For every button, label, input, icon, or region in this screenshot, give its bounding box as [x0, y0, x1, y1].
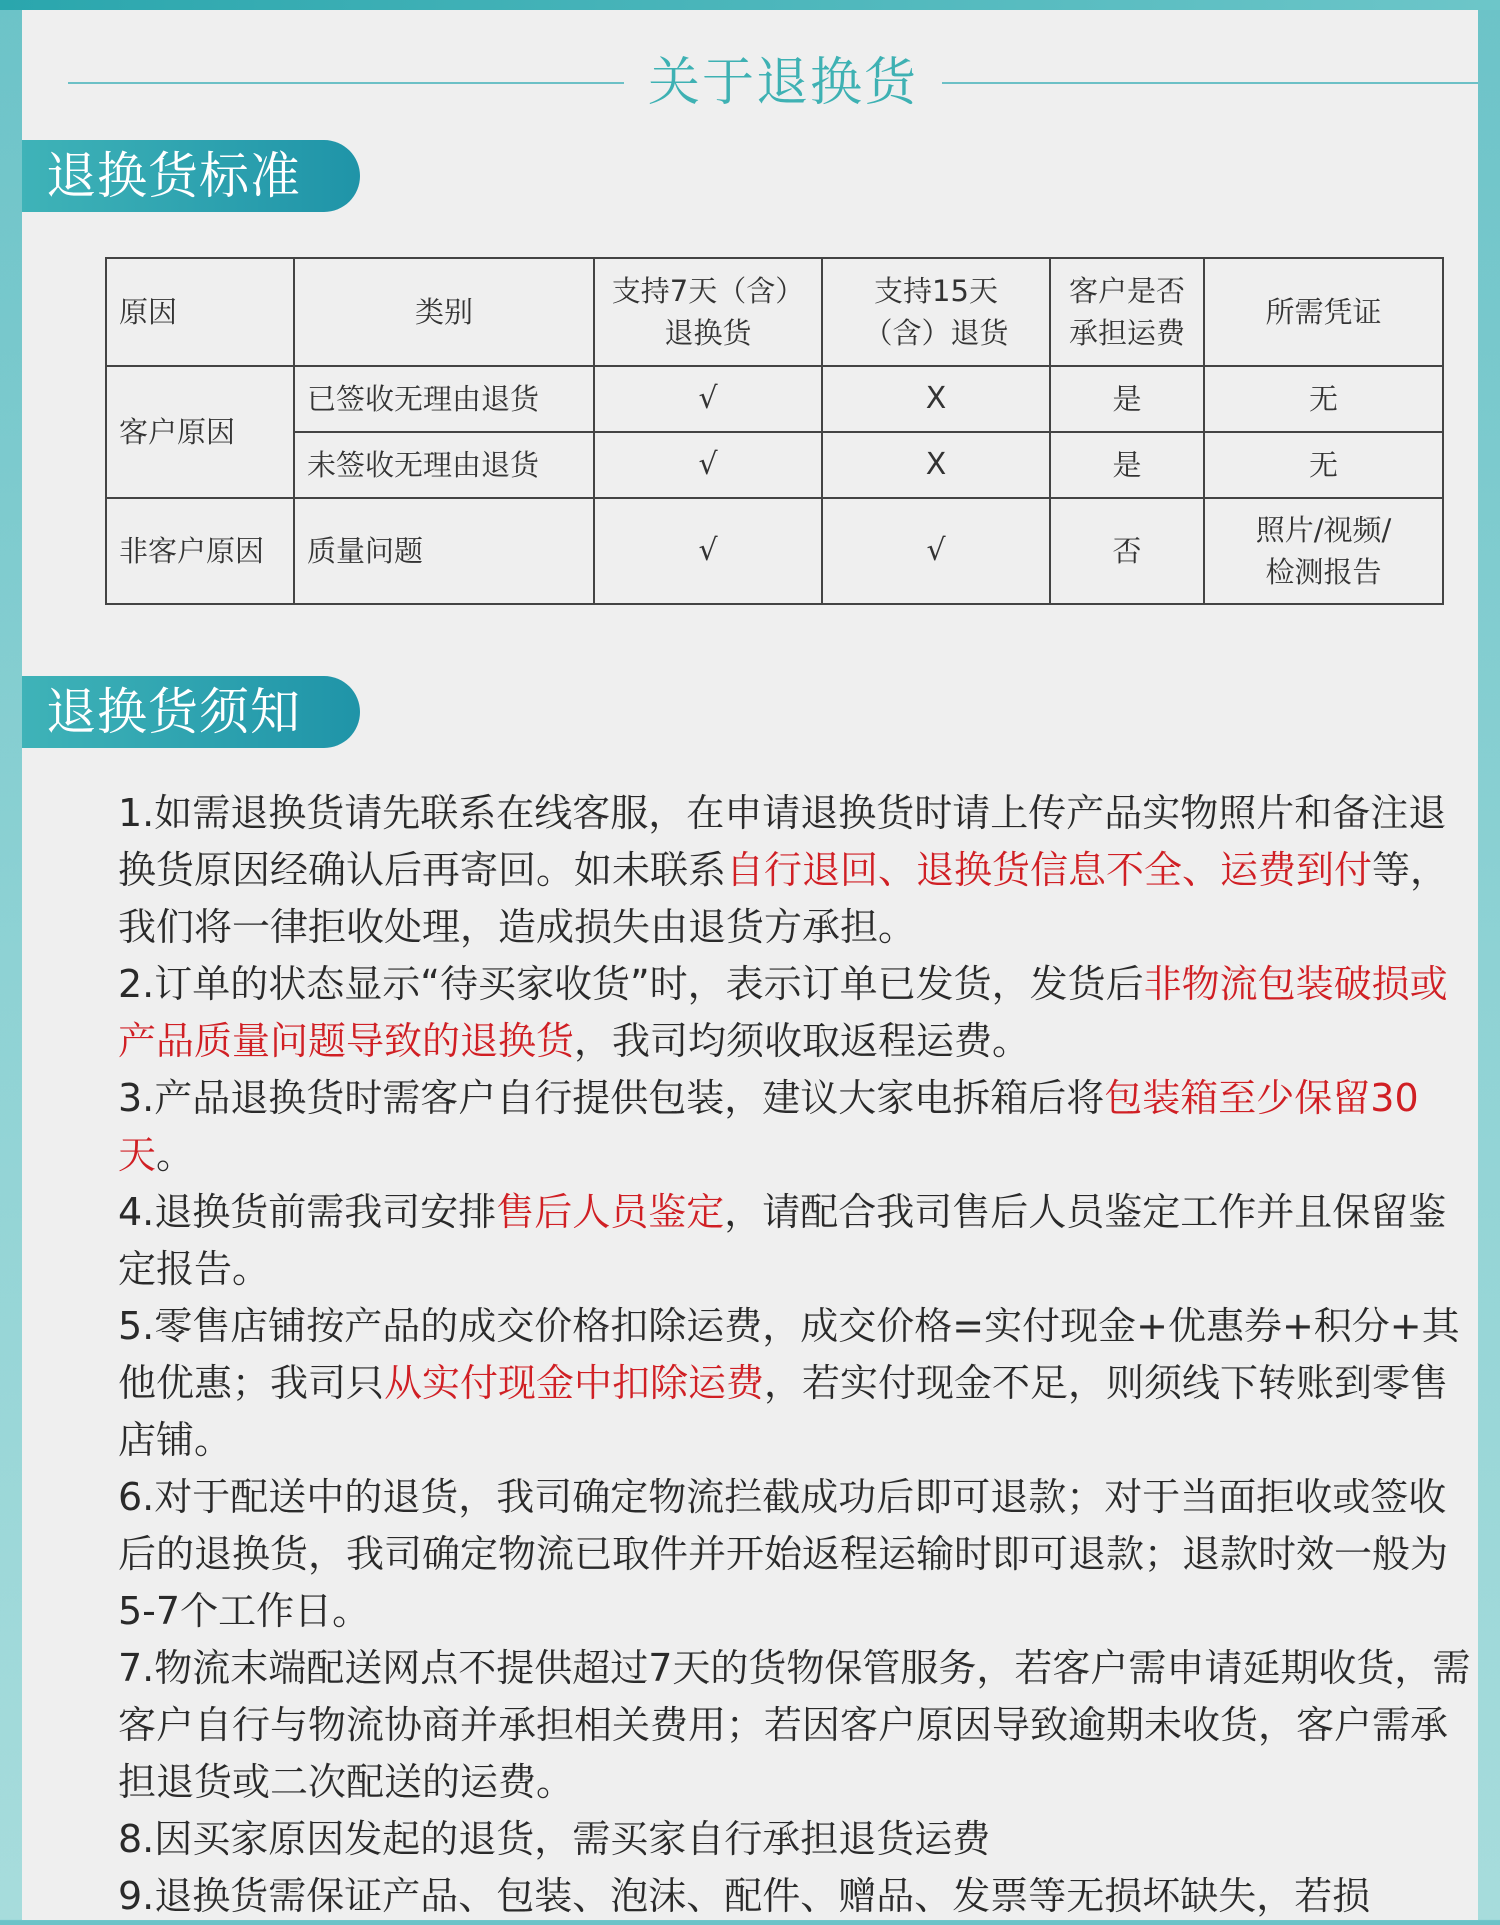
group-customer-reason: 客户原因 — [106, 366, 294, 498]
header-proof: 所需凭证 — [1204, 258, 1443, 366]
row-7day-check: √ — [594, 498, 822, 604]
row-proof-line2: 检测报告 — [1265, 555, 1382, 589]
notice-item-3 — [118, 1070, 1484, 1184]
title-divider-left — [68, 82, 624, 84]
notice-text: 1.如需退换货请先联系在线客服，在申请退换货时请上传产品实物照片和备注退换货原因经确认后再寄回。如未联系 — [118, 791, 1447, 892]
section-heading-standards: 退换货标准 — [22, 140, 360, 212]
row-7day-check: √ — [594, 366, 822, 432]
row-freight: 否 — [1050, 498, 1204, 604]
notice-list — [118, 785, 1484, 1925]
title-divider-right — [942, 82, 1478, 84]
row-15day-check: √ — [822, 498, 1050, 604]
row-15day-cross: X — [822, 366, 1050, 432]
notice-text: 。 — [156, 1133, 195, 1177]
row-category: 质量问题 — [294, 498, 594, 604]
notice-highlight: 自行退回、退换货信息不全、运费到付 — [726, 848, 1373, 892]
notice-item-2 — [118, 956, 1484, 1070]
header-freight-line2: 承担运费 — [1068, 316, 1185, 350]
page-title: 关于退换货 — [647, 53, 918, 113]
header-7day — [594, 258, 822, 366]
row-proof-line1: 照片/视频/ — [1255, 513, 1392, 547]
notice-item-9: 9.退换货需保证产品、包装、泡沫、配件、赠品、发票等无损坏缺失，若损 — [118, 1874, 1371, 1918]
notice-text: ，若实付现金不足，则须线下转账到零售店铺。 — [118, 1361, 1449, 1462]
row-7day-check: √ — [594, 432, 822, 498]
table-header-row — [106, 258, 1443, 366]
row-freight: 是 — [1050, 432, 1204, 498]
return-standards-table — [105, 257, 1444, 605]
table-row — [106, 432, 1443, 498]
notice-highlight: 售后人员鉴定 — [496, 1190, 725, 1234]
notice-item-7: 7.物流末端配送网点不提供超过7天的货物保管服务，若客户需申请延期收货，需客户自行与物流协商并承担相关费用；若因客户原因导致逾期未收货，客户需承担退货或二次配送的运费。 — [118, 1646, 1471, 1804]
notice-item-4 — [118, 1184, 1484, 1298]
notice-highlight: 从实付现金中扣除运费 — [384, 1361, 765, 1405]
notice-item-1 — [118, 785, 1484, 956]
notice-highlight: 非物流包装破损或产品质量问题导致的退换货 — [118, 962, 1448, 1063]
notice-highlight: 包装箱至少保留30天 — [118, 1076, 1419, 1177]
header-15day-line1: 支持15天 — [874, 274, 998, 308]
header-15day-line2: （含）退货 — [863, 316, 1009, 350]
notice-text: 4.退换货前需我司安排 — [118, 1190, 497, 1234]
header-reason: 原因 — [106, 258, 294, 366]
notice-item-8: 8.因买家原因发起的退货，需买家自行承担退货运费 — [118, 1817, 991, 1861]
header-7day-line2: 退换货 — [664, 316, 752, 350]
header-15day — [822, 258, 1050, 366]
header-freight — [1050, 258, 1204, 366]
notice-text: 等，我们将一律拒收处理，造成损失由退货方承担。 — [118, 848, 1449, 949]
notice-text: 2.订单的状态显示“待买家收货”时，表示订单已发货，发货后 — [118, 962, 1144, 1006]
row-proof: 无 — [1204, 432, 1443, 498]
row-freight: 是 — [1050, 366, 1204, 432]
row-proof: 无 — [1204, 366, 1443, 432]
title-bar — [22, 48, 1478, 118]
header-freight-line1: 客户是否 — [1068, 274, 1185, 308]
table-row — [106, 498, 1443, 604]
notice-item-6: 6.对于配送中的退货，我司确定物流拦截成功后即可退款；对于当面拒收或签收后的退换货，我司确定物流已取件并开始返程运输时即可退款；退款时效一般为5-7个工作日。 — [118, 1475, 1449, 1633]
row-proof — [1204, 498, 1443, 604]
table-row — [106, 366, 1443, 432]
section-heading-notice: 退换货须知 — [22, 676, 360, 748]
notice-text: 5.零售店铺按产品的成交价格扣除运费，成交价格=实付现金+优惠券+积分+其他优惠；我司只 — [118, 1304, 1460, 1405]
header-7day-line1: 支持7天（含） — [611, 274, 805, 308]
notice-text: ，请配合我司售后人员鉴定工作并且保留鉴定报告。 — [118, 1190, 1447, 1291]
notice-text: ，我司均须收取返程运费。 — [574, 1019, 1031, 1063]
top-accent-bar — [0, 0, 1500, 10]
row-15day-cross: X — [822, 432, 1050, 498]
content-panel — [22, 10, 1478, 1920]
notice-item-5 — [118, 1298, 1484, 1469]
header-category: 类别 — [294, 258, 594, 366]
notice-text: 3.产品退换货时需客户自行提供包装，建议大家电拆箱后将 — [118, 1076, 1105, 1120]
row-category: 未签收无理由退货 — [294, 432, 594, 498]
row-category: 已签收无理由退货 — [294, 366, 594, 432]
group-non-customer-reason: 非客户原因 — [106, 498, 294, 604]
